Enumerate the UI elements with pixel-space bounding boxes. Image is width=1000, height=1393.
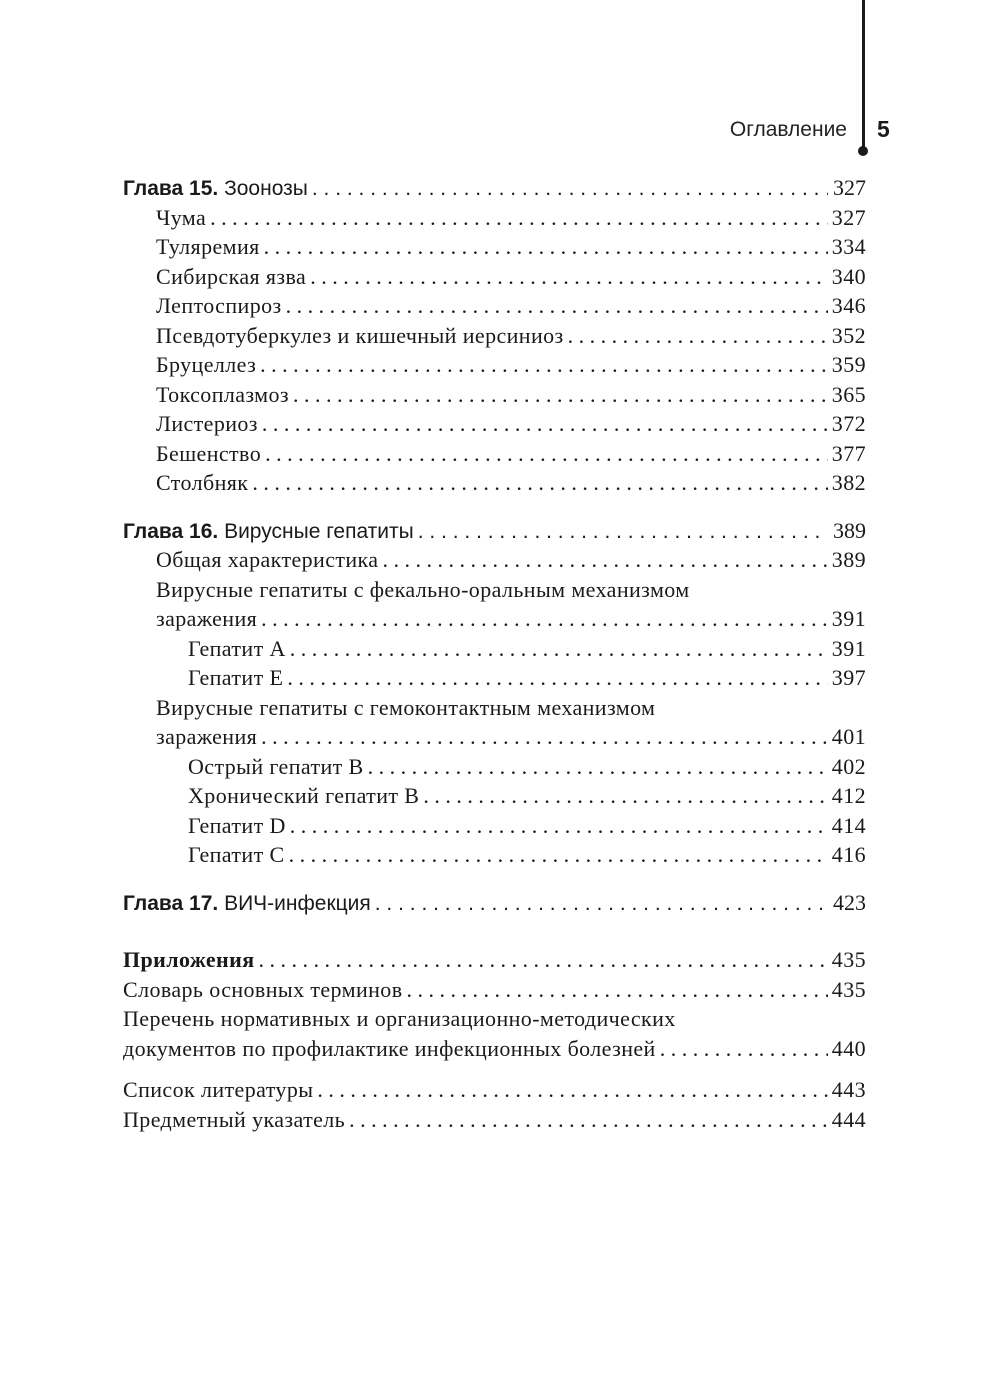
spacer xyxy=(123,870,866,888)
toc-page-number: 397 xyxy=(831,665,866,690)
toc-page-number: 346 xyxy=(831,293,866,318)
leader-dots xyxy=(310,262,828,292)
toc-page-number: 372 xyxy=(831,411,866,436)
chapter-number: Глава 16. xyxy=(123,519,219,543)
leader-dots xyxy=(260,350,828,380)
toc-item-label: Чума xyxy=(156,204,207,230)
toc-item[interactable] xyxy=(123,604,866,634)
toc-page-number: 416 xyxy=(831,842,866,867)
toc-subitem[interactable] xyxy=(123,840,866,870)
toc-item-label: Лептоспироз xyxy=(156,293,282,318)
toc-item[interactable] xyxy=(123,545,866,575)
leader-dots xyxy=(418,517,828,547)
toc-item-label: Хронический гепатит В xyxy=(188,783,420,808)
toc-item-label: Бешенство xyxy=(156,440,262,466)
toc-page-number: 340 xyxy=(831,263,866,289)
toc-page-number: 401 xyxy=(831,724,866,749)
toc-item-label: Столбняк xyxy=(156,470,249,495)
toc-page-number: 391 xyxy=(831,635,866,661)
toc-page-number: 382 xyxy=(831,470,866,495)
toc-item[interactable] xyxy=(123,380,866,410)
leader-dots xyxy=(368,752,828,782)
running-title: Оглавление xyxy=(729,118,847,141)
toc-page-number: 444 xyxy=(831,1106,866,1132)
toc-page-number: 327 xyxy=(831,204,866,230)
toc-item-label: Бруцеллез xyxy=(156,352,257,377)
toc-item[interactable] xyxy=(123,350,866,380)
toc-item-label: Общая характеристика xyxy=(156,547,379,572)
chapter-title: ВИЧ-инфекция xyxy=(224,891,371,915)
toc-item-label: Предметный указатель xyxy=(123,1106,346,1132)
toc-page-number: 435 xyxy=(831,947,866,972)
toc-item-line[interactable]: Перечень нормативных и организационно-методических xyxy=(123,1006,676,1031)
toc-item-label: Гепатит А xyxy=(188,635,286,661)
page-number: 5 xyxy=(877,116,890,142)
leader-dots xyxy=(423,781,827,811)
leader-dots xyxy=(287,663,827,693)
toc-item[interactable] xyxy=(123,1034,866,1064)
toc-item-label: Псевдотуберкулез и кишечный иерсиниоз xyxy=(156,322,564,348)
toc-page-number: 365 xyxy=(831,381,866,407)
leader-dots xyxy=(349,1105,828,1135)
toc-page-number: 443 xyxy=(831,1077,866,1102)
toc-item-label: Острый гепатит В xyxy=(188,753,364,779)
toc-item-label: Приложения xyxy=(123,947,255,972)
leader-dots xyxy=(286,291,828,321)
spacer xyxy=(123,498,866,516)
toc-item-label: Листериоз xyxy=(156,411,258,436)
toc-item-label: заражения xyxy=(156,606,258,631)
toc-item[interactable] xyxy=(123,321,866,351)
toc-page-number: 359 xyxy=(831,352,866,377)
leader-dots xyxy=(312,174,828,204)
leader-dots xyxy=(261,604,828,634)
toc-page-number: 389 xyxy=(831,547,866,572)
toc-chapter-17[interactable] xyxy=(123,888,866,918)
toc-chapter-16[interactable] xyxy=(123,516,866,546)
toc-subitem[interactable] xyxy=(123,811,866,841)
toc-item[interactable] xyxy=(123,291,866,321)
leader-dots xyxy=(382,545,827,575)
leader-dots xyxy=(262,409,828,439)
leader-dots xyxy=(289,840,828,870)
toc-page-number: 327 xyxy=(833,175,866,200)
table-of-contents xyxy=(123,173,866,1134)
leader-dots xyxy=(264,232,828,262)
toc-item-label: Гепатит С xyxy=(188,842,285,867)
toc-item-label: Список литературы xyxy=(123,1077,314,1102)
toc-subitem[interactable] xyxy=(123,663,866,693)
leader-dots xyxy=(568,321,828,351)
toc-item[interactable] xyxy=(123,262,866,292)
toc-item-label: Гепатит D xyxy=(188,812,286,838)
toc-item-label: Сибирская язва xyxy=(156,263,307,289)
toc-page-number: 389 xyxy=(833,517,866,543)
leader-dots xyxy=(317,1075,827,1105)
toc-page-number: 435 xyxy=(831,976,866,1002)
toc-subitem[interactable] xyxy=(123,752,866,782)
leader-dots xyxy=(290,811,828,841)
toc-item[interactable] xyxy=(123,722,866,752)
spacer xyxy=(123,917,866,945)
leader-dots xyxy=(261,722,828,752)
toc-page-number: 391 xyxy=(831,606,866,631)
chapter-title: Вирусные гепатиты xyxy=(224,519,414,543)
toc-subitem[interactable] xyxy=(123,781,866,811)
leader-dots xyxy=(660,1034,828,1064)
chapter-number: Глава 17. xyxy=(123,891,219,915)
toc-item[interactable] xyxy=(123,975,866,1005)
chapter-number: Глава 15. xyxy=(123,177,219,200)
toc-index[interactable] xyxy=(123,1105,866,1135)
toc-item[interactable] xyxy=(123,468,866,498)
toc-item-label: Гепатит Е xyxy=(188,665,284,690)
leader-dots xyxy=(265,439,828,469)
toc-item-label: Токсоплазмоз xyxy=(156,381,289,407)
leader-dots xyxy=(259,945,828,975)
toc-page-number: 352 xyxy=(831,322,866,348)
toc-item[interactable] xyxy=(123,232,866,262)
toc-page-number: 423 xyxy=(833,889,866,915)
toc-item[interactable] xyxy=(123,439,866,469)
leader-dots xyxy=(406,975,827,1005)
toc-item-line[interactable]: Вирусные гепатиты с фекально-оральным механизмом xyxy=(156,576,690,602)
toc-item-label: Словарь основных терминов xyxy=(123,976,403,1002)
leader-dots xyxy=(293,380,828,410)
toc-item-label: Туляремия xyxy=(156,234,260,259)
toc-item-label: документов по профилактике инфекционных болезней xyxy=(123,1035,656,1061)
toc-page-number: 412 xyxy=(831,783,866,808)
header-dot xyxy=(858,146,868,156)
toc-item[interactable] xyxy=(123,409,866,439)
toc-page-number: 414 xyxy=(831,812,866,838)
leader-dots xyxy=(210,203,828,233)
chapter-title: Зоонозы xyxy=(224,177,308,200)
leader-dots xyxy=(375,889,828,919)
toc-item-label: заражения xyxy=(156,724,258,749)
toc-appendix[interactable] xyxy=(123,945,866,975)
toc-literature[interactable] xyxy=(123,1075,866,1105)
leader-dots xyxy=(252,468,827,498)
toc-item[interactable] xyxy=(123,203,866,233)
toc-subitem[interactable] xyxy=(123,634,866,664)
leader-dots xyxy=(290,634,828,664)
toc-page-number: 440 xyxy=(831,1035,866,1061)
toc-page-number: 377 xyxy=(831,440,866,466)
toc-item-line[interactable]: Вирусные гепатиты с гемоконтактным механизмом xyxy=(156,694,656,720)
toc-chapter-15[interactable] xyxy=(123,173,866,203)
toc-page-number: 402 xyxy=(831,753,866,779)
toc-page-number: 334 xyxy=(831,234,866,259)
spacer xyxy=(123,1063,866,1075)
header-rule xyxy=(862,0,865,150)
